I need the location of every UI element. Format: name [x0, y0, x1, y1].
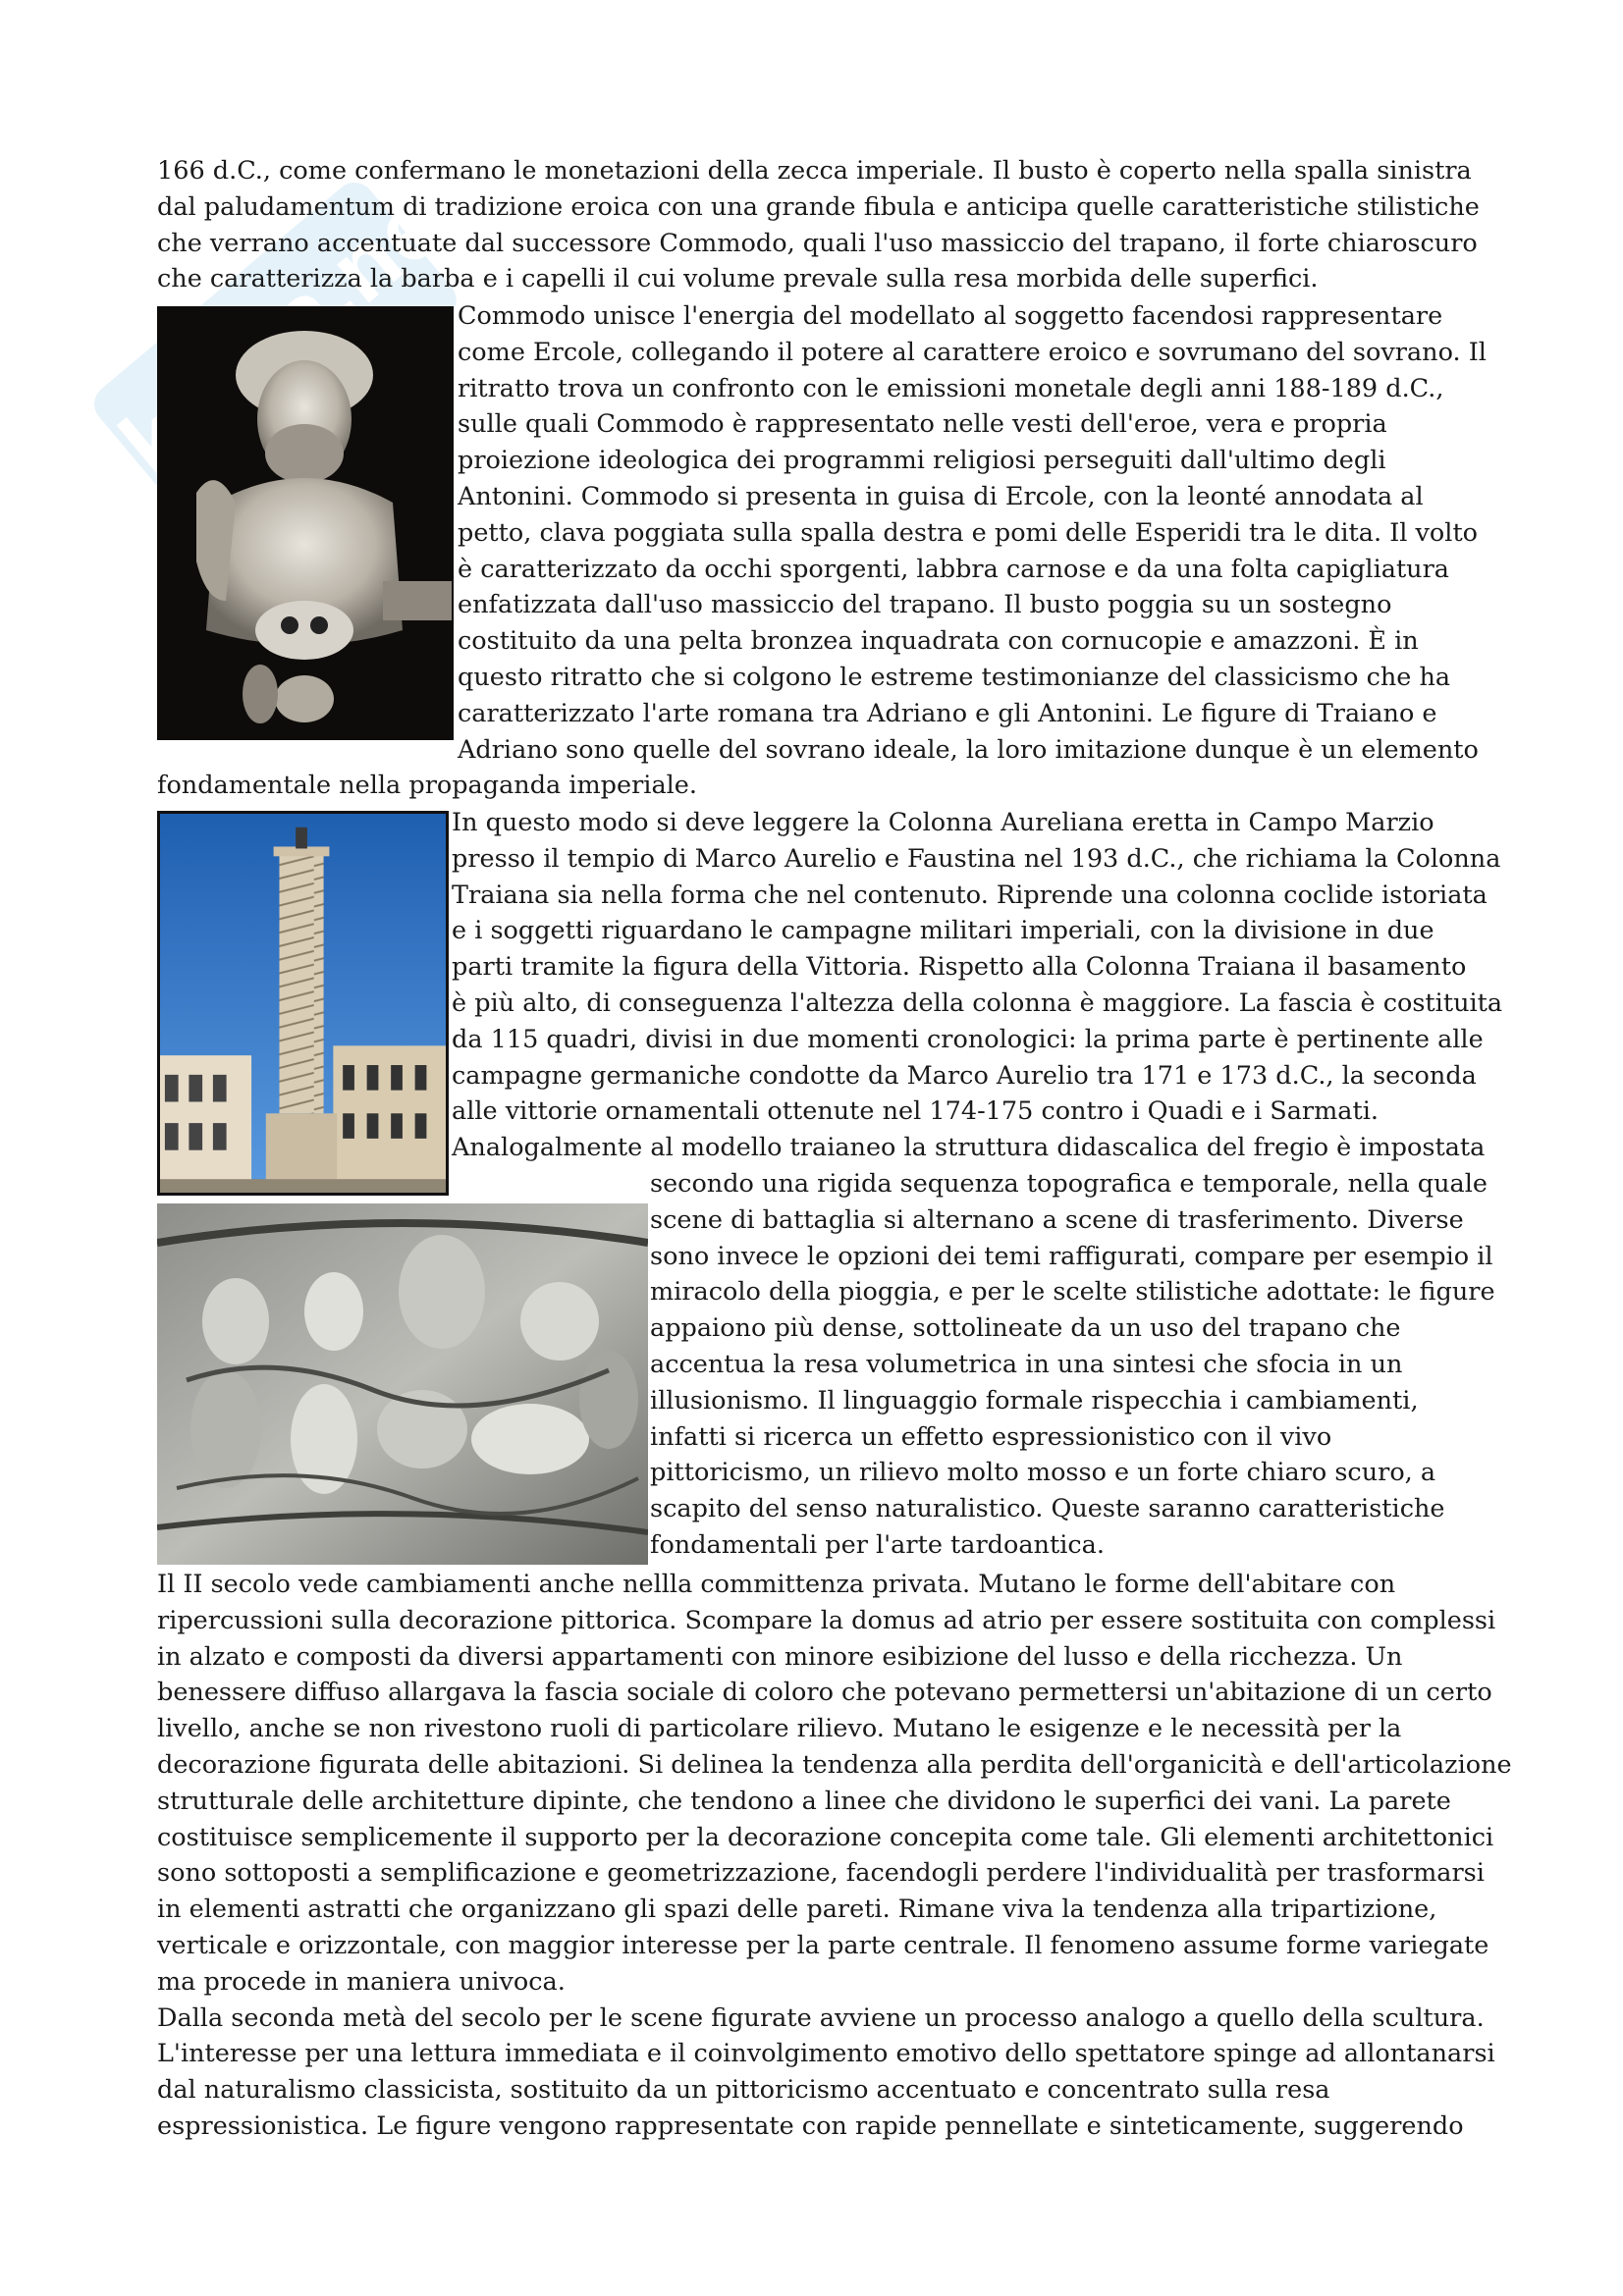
commodo-paragraph [458, 298, 1487, 768]
text-line: caratterizzato l'arte romana tra Adriano e gli Antonini. Le figure di Traiano e [458, 698, 1437, 728]
text-line: sono sottoposti a semplificazione e geometrizzazione, facendogli perdere l'individualità per trasformarsi [157, 1858, 1485, 1889]
commodo-bust-photo [157, 306, 454, 740]
text-line: parti tramite la figura della Vittoria. Rispetto alla Colonna Traiana il basamento [452, 952, 1467, 983]
text-line: in elementi astratti che organizzano gli spazi delle pareti. Rimane viva la tendenza alla tripartizione, [157, 1895, 1437, 1925]
text-line: scene di battaglia si alternano a scene di trasferimento. Diverse [650, 1204, 1464, 1235]
text-line: questo ritratto che si colgono le estreme testimonianze del classicismo che ha [458, 662, 1451, 692]
text-line: accentua la resa volumetrica in una sintesi che sfocia in un [650, 1349, 1403, 1379]
text-line: Dalla seconda metà del secolo per le scene figurate avviene un processo analogo a quello della scultura. [157, 2002, 1485, 2033]
text-line: in alzato e composti da diversi appartamenti con minore esibizione del lusso e della ricchezza. Un [157, 1641, 1403, 1672]
text-line: Analogalmente al modello traianeo la struttura didascalica del fregio è impostata [452, 1133, 1486, 1163]
text-line: proiezione ideologica dei programmi religiosi perseguiti dall'ultimo degli [458, 446, 1386, 476]
relief-paragraph [650, 1166, 1495, 1564]
text-line: è più alto, di conseguenza l'altezza della colonna è maggiore. La fascia è costituita [452, 988, 1503, 1018]
text-line: ripercussioni sulla decorazione pittorica. Scompare la domus ad atrio per essere sostituita con complessi [157, 1605, 1496, 1635]
text-line: 166 d.C., come confermano le monetazioni della zecca imperiale. Il busto è coperto nella spalla sinistra [157, 156, 1472, 186]
commodo-paragraph-tail [157, 768, 1473, 804]
text-line: è caratterizzato da occhi sporgenti, labbra carnose e da una folta capigliatura [458, 554, 1450, 584]
text-line: Commodo unisce l'energia del modellato al soggetto facendosi rappresentare [458, 301, 1443, 331]
text-line: espressionistica. Le figure vengono rappresentate con rapide pennellate e sinteticamente, suggerendo [157, 2110, 1464, 2141]
text-line: L'interesse per una lettura immediata e il coinvolgimento emotivo dello spettatore spinge ad allontanarsi [157, 2039, 1495, 2069]
text-line: fondamentali per l'arte tardoantica. [650, 1529, 1105, 1560]
text-line: strutturale delle architetture dipinte, che tendono a linee che dividono le superfici dei vani. La parete [157, 1786, 1451, 1816]
column-paragraph [452, 805, 1502, 1166]
text-line: scapito del senso naturalistico. Queste saranno caratteristiche [650, 1494, 1445, 1524]
colonna-aureliana-photo [157, 811, 449, 1196]
text-line: petto, clava poggiata sulla spalla destra e pomi delle Esperidi tra le dita. Il volto [458, 517, 1479, 548]
text-line: appaiono più dense, sottolineate da un uso del trapano che [650, 1313, 1401, 1344]
text-line: decorazione figurata delle abitazioni. Si delinea la tendenza alla perdita dell'organicità e dell'articolazione [157, 1749, 1512, 1780]
text-line: da 115 quadri, divisi in due momenti cronologici: la prima parte è pertinente alle [452, 1024, 1484, 1054]
text-line: In questo modo si deve leggere la Colonna Aureliana eretta in Campo Marzio [452, 808, 1434, 837]
text-line: benessere diffuso allargava la fascia sociale di coloro che potevano permettersi un'abitazione di un certo [157, 1678, 1492, 1708]
text-line: infatti si ricerca un effetto espressionistico con il vivo [650, 1421, 1332, 1452]
text-line: illusionismo. Il linguaggio formale rispecchia i cambiamenti, [650, 1385, 1419, 1415]
text-line: miracolo della pioggia, e per le scelte stilistiche adottate: le figure [650, 1277, 1495, 1308]
text-line: dal paludamentum di tradizione eroica con una grande fibula e anticipa quelle caratteristiche stilistiche [157, 191, 1480, 222]
text-line: come Ercole, collegando il potere al carattere eroico e sovrumano del sovrano. Il [458, 337, 1487, 367]
text-line: enfatizzata dall'uso massiccio del trapano. Il busto poggia su un sostegno [458, 590, 1392, 620]
text-line: Adriano sono quelle del sovrano ideale, la loro imitazione dunque è un elemento [458, 734, 1479, 765]
text-line: ritratto trova un confronto con le emissioni monetale degli anni 188-189 d.C., [458, 373, 1444, 403]
text-line: che verrano accentuate dal successore Commodo, quali l'uso massiccio del trapano, il forte chiaroscuro [157, 228, 1478, 258]
text-line: costituito da una pelta bronzea inquadrata con cornucopie e amazzoni. È in [458, 626, 1419, 657]
text-line: campagne germaniche condotte da Marco Aurelio tra 171 e 173 d.C., la seconda [452, 1060, 1477, 1091]
text-line: presso il tempio di Marco Aurelio e Faustina nel 193 d.C., che richiama la Colonna [452, 843, 1501, 874]
text-line: fondamentale nella propaganda imperiale. [157, 771, 697, 800]
top-paragraph [157, 153, 1480, 297]
text-line: secondo una rigida sequenza topografica e temporale, nella quale [650, 1169, 1488, 1199]
text-line: sulle quali Commodo è rappresentato nelle vesti dell'eroe, vera e propria [458, 409, 1387, 440]
text-line: costituisce semplicemente il supporto per la decorazione concepita come tale. Gli elementi architettonici [157, 1822, 1494, 1852]
text-line: e i soggetti riguardano le campagne militari imperiali, con la divisione in due [452, 916, 1434, 946]
bottom-paragraph [157, 1567, 1512, 2145]
text-line: Antonini. Commodo si presenta in guisa di Ercole, con la leonté annodata al [458, 481, 1424, 511]
text-line: alle vittorie ornamentali ottenute nel 174-175 contro i Quadi e i Sarmati. [452, 1096, 1379, 1127]
text-line: pittoricismo, un rilievo molto mosso e un forte chiaro scuro, a [650, 1458, 1436, 1488]
relief-photo [157, 1203, 648, 1565]
text-line: Il II secolo vede cambiamenti anche nellla committenza privata. Mutano le forme dell'abitare con [157, 1570, 1396, 1599]
text-line: sono invece le opzioni dei temi raffigurati, compare per esempio il [650, 1241, 1493, 1271]
text-line: dal naturalismo classicista, sostituito da un pittoricismo accentuato e concentrato sulla resa [157, 2075, 1330, 2106]
text-line: che caratterizza la barba e i capelli il cui volume prevale sulla resa morbida delle superfici. [157, 264, 1319, 294]
text-line: livello, anche se non rivestono ruoli di particolare rilievo. Mutano le esigenze e le necessità per la [157, 1714, 1402, 1744]
text-line: Traiana sia nella forma che nel contenuto. Riprende una colonna coclide istoriata [452, 880, 1488, 910]
text-line: ma procede in maniera univoca. [157, 1966, 566, 1997]
text-line: verticale e orizzontale, con maggior interesse per la parte centrale. Il fenomeno assume forme variegate [157, 1930, 1489, 1960]
